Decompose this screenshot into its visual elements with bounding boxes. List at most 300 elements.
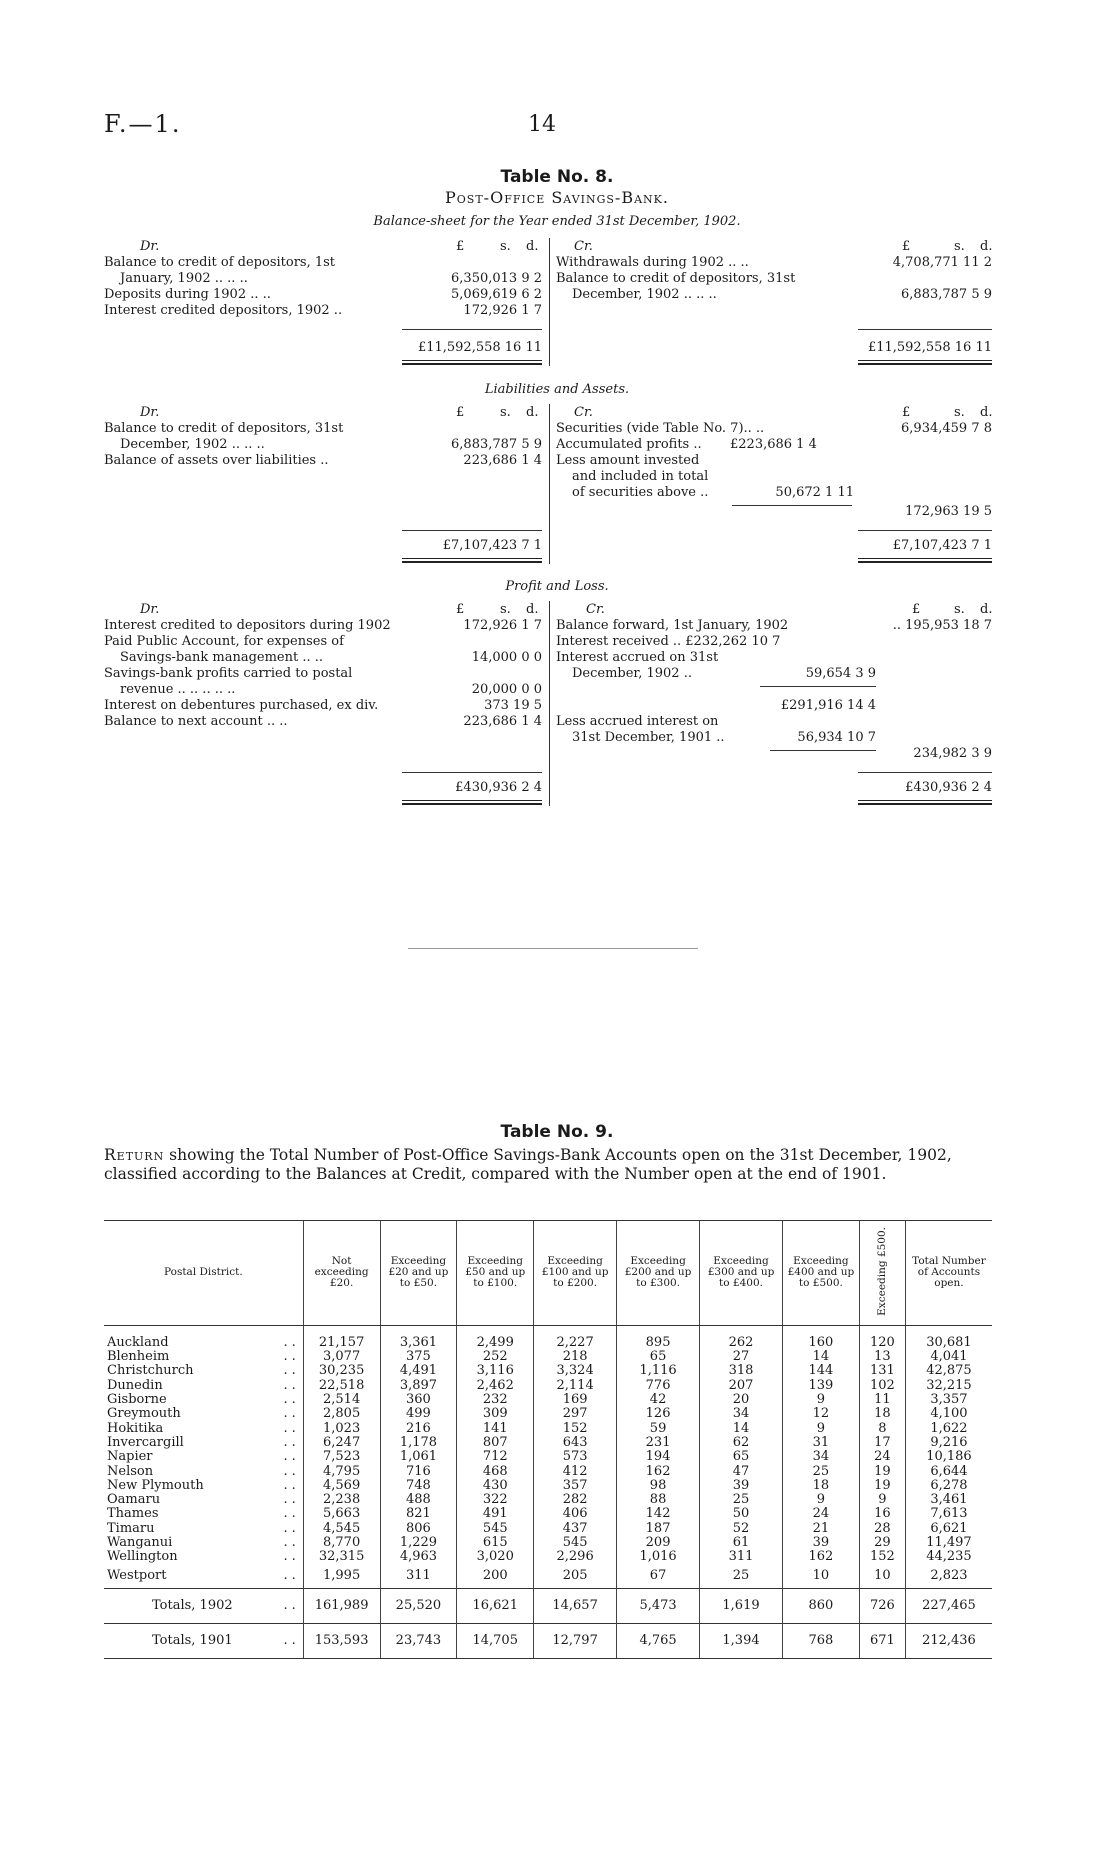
cell-value: 142 (617, 1507, 700, 1521)
col-100-200: Exceeding £100 and up to £200. (534, 1221, 617, 1326)
cell-value: 126 (617, 1407, 700, 1421)
table-row (104, 1379, 992, 1393)
cell-value: 488 (380, 1493, 457, 1507)
district-label: Gisborne (107, 1392, 167, 1408)
cr-amount: 172,963 19 5 (905, 504, 992, 519)
cell-value: 573 (534, 1450, 617, 1464)
cell-value: 102 (859, 1379, 905, 1393)
cr-entry: Securities (vide Table No. 7).. .. (556, 421, 765, 436)
cell-value: 25 (700, 1493, 783, 1507)
total-value: 23,743 (380, 1624, 457, 1659)
cell-value: 2,462 (457, 1379, 534, 1393)
cell-value: 24 (783, 1507, 860, 1521)
cr-label: Cr. (574, 239, 593, 254)
cell-value: 807 (457, 1436, 534, 1450)
district-name (104, 1379, 303, 1393)
cell-value: 32,215 (905, 1379, 992, 1393)
cell-value: 437 (534, 1522, 617, 1536)
cell-value: 406 (534, 1507, 617, 1521)
cell-value: 14 (783, 1350, 860, 1364)
cell-value: 19 (859, 1465, 905, 1479)
cell-value: 34 (700, 1407, 783, 1421)
dr-amount: 6,350,013 9 2 (451, 271, 542, 286)
cell-value: 162 (617, 1465, 700, 1479)
pence-heading: d. (980, 405, 993, 420)
cell-value: 9 (859, 1493, 905, 1507)
cell-value: 6,621 (905, 1522, 992, 1536)
dr-entry: January, 1902 .. .. .. (120, 271, 248, 286)
total-value: 726 (859, 1589, 905, 1624)
district-name (104, 1507, 303, 1521)
cell-value: 4,491 (380, 1364, 457, 1378)
district-label: Greymouth (107, 1406, 181, 1422)
cell-value: 282 (534, 1493, 617, 1507)
cell-value: 357 (534, 1479, 617, 1493)
cell-value: 7,523 (303, 1450, 380, 1464)
cell-value: 806 (380, 1522, 457, 1536)
cell-value: 216 (380, 1422, 457, 1436)
dr-entry: Paid Public Account, for expenses of (104, 634, 344, 649)
cell-value: 131 (859, 1364, 905, 1378)
total-double-rule (858, 800, 992, 805)
table-row (104, 1436, 992, 1450)
subtotal-rule (402, 772, 542, 773)
leader-dots: .. (283, 1420, 300, 1436)
leader-dots: .. (283, 1434, 300, 1450)
cell-value: 218 (534, 1350, 617, 1364)
leader-dots: .. (283, 1506, 300, 1522)
cr-label: Cr. (586, 602, 605, 617)
cell-value: 187 (617, 1522, 700, 1536)
cell-value: 712 (457, 1450, 534, 1464)
district-name (104, 1364, 303, 1378)
cell-value: 2,238 (303, 1493, 380, 1507)
cell-value: 52 (700, 1522, 783, 1536)
cell-value: 3,116 (457, 1364, 534, 1378)
liabilities-title: Liabilities and Assets. (484, 382, 630, 397)
cr-inner-amount: £223,686 1 4 (730, 437, 817, 452)
shilling-heading: s. (954, 405, 965, 420)
cell-value: 67 (617, 1565, 700, 1589)
profit-loss-title: Profit and Loss. (505, 579, 609, 594)
cell-value: 643 (534, 1436, 617, 1450)
totals-label-text: Totals, 1902 (152, 1597, 233, 1613)
col-exceeding-500 (859, 1221, 905, 1326)
district-name (104, 1407, 303, 1421)
subtotal-rule (858, 530, 992, 531)
table-row (104, 1364, 992, 1378)
cell-value: 31 (783, 1436, 860, 1450)
shilling-heading: s. (500, 405, 511, 420)
district-label: Napier (107, 1449, 153, 1465)
cell-value: 3,020 (457, 1550, 534, 1564)
dr-amount: 172,926 1 7 (463, 303, 542, 318)
col-300-400: Exceeding £300 and up to £400. (700, 1221, 783, 1326)
total-value: 14,705 (457, 1624, 534, 1659)
cell-value: 13 (859, 1350, 905, 1364)
cell-value: 162 (783, 1550, 860, 1564)
district-label: Nelson (107, 1463, 154, 1479)
cell-value: 152 (859, 1550, 905, 1564)
total-value: 153,593 (303, 1624, 380, 1659)
cell-value: 18 (783, 1479, 860, 1493)
cell-value: 821 (380, 1507, 457, 1521)
district-name (104, 1450, 303, 1464)
district-label: New Plymouth (107, 1477, 204, 1493)
cell-value: 12 (783, 1407, 860, 1421)
cr-amount: 4,708,771 11 2 (892, 255, 992, 270)
cell-value: 262 (700, 1325, 783, 1350)
dr-entry: Balance to credit of depositors, 31st (104, 421, 344, 436)
dr-entry: Interest on debentures purchased, ex div. (104, 698, 379, 713)
cell-value: 9 (783, 1493, 860, 1507)
table-row (104, 1450, 992, 1464)
inner-rule (760, 686, 876, 687)
cell-value: 19 (859, 1479, 905, 1493)
total-value: 1,394 (700, 1624, 783, 1659)
cr-entry: and included in total (572, 469, 709, 484)
cell-value: 6,278 (905, 1479, 992, 1493)
totals-row (104, 1589, 992, 1624)
cell-value: 1,178 (380, 1436, 457, 1450)
cell-value: 318 (700, 1364, 783, 1378)
dr-amount: 223,686 1 4 (463, 714, 542, 729)
cell-value: 231 (617, 1436, 700, 1450)
dr-amount: 14,000 0 0 (471, 650, 542, 665)
cr-entry: Less accrued interest on (556, 714, 719, 729)
total-value: 671 (859, 1624, 905, 1659)
pence-heading: d. (526, 602, 539, 617)
totals-label (104, 1624, 303, 1659)
subtotal-rule (858, 329, 992, 330)
district-name (104, 1565, 303, 1589)
pound-heading: £ (902, 239, 911, 254)
cell-value: 160 (783, 1325, 860, 1350)
total-value: 12,797 (534, 1624, 617, 1659)
total-value: 161,989 (303, 1589, 380, 1624)
cell-value: 3,324 (534, 1364, 617, 1378)
cell-value: 21 (783, 1522, 860, 1536)
cell-value: 491 (457, 1507, 534, 1521)
table-row (104, 1550, 992, 1564)
district-label: Wanganui (107, 1535, 173, 1551)
cr-inner-amount: £291,916 14 4 (780, 698, 876, 713)
cell-value: 139 (783, 1379, 860, 1393)
dr-amount: 223,686 1 4 (463, 453, 542, 468)
cell-value: 4,041 (905, 1350, 992, 1364)
table-row (104, 1565, 992, 1589)
cell-value: 6,644 (905, 1465, 992, 1479)
total-value: 860 (783, 1589, 860, 1624)
dr-entry: Deposits during 1902 .. .. (104, 287, 271, 302)
cell-value: 1,061 (380, 1450, 457, 1464)
pound-heading: £ (456, 405, 465, 420)
column-divider (549, 601, 550, 806)
cell-value: 59 (617, 1422, 700, 1436)
cell-value: 4,100 (905, 1407, 992, 1421)
cell-value: 2,805 (303, 1407, 380, 1421)
cr-entry: Less amount invested (556, 453, 700, 468)
cell-value: 309 (457, 1407, 534, 1421)
cell-value: 3,897 (380, 1379, 457, 1393)
cell-value: 3,461 (905, 1493, 992, 1507)
col-total: Total Number of Accounts open. (905, 1221, 992, 1326)
dr-label: Dr. (140, 405, 160, 420)
header-row (104, 1221, 992, 1326)
leader-dots: .. (283, 1449, 300, 1465)
dr-amount: 5,069,619 6 2 (451, 287, 542, 302)
totals-label (104, 1589, 303, 1624)
district-name (104, 1550, 303, 1564)
cr-amount: .. 195,953 18 7 (892, 618, 992, 633)
cell-value: 322 (457, 1493, 534, 1507)
table9-title: Table No. 9. (500, 1122, 614, 1142)
district-name (104, 1465, 303, 1479)
cell-value: 25 (783, 1465, 860, 1479)
cell-value: 2,823 (905, 1565, 992, 1589)
cell-value: 27 (700, 1350, 783, 1364)
cell-value: 209 (617, 1536, 700, 1550)
cr-total: £430,936 2 4 (905, 780, 992, 795)
column-divider (549, 238, 550, 366)
dr-entry: Balance of assets over liabilities .. (104, 453, 329, 468)
total-double-rule (402, 800, 542, 805)
cell-value: 42,875 (905, 1364, 992, 1378)
leader-dots: .. (283, 1334, 300, 1350)
cell-value: 22,518 (303, 1379, 380, 1393)
cell-value: 2,514 (303, 1393, 380, 1407)
col-20-50: Exceeding £20 and up to £50. (380, 1221, 457, 1326)
cell-value: 4,963 (380, 1550, 457, 1564)
cr-inner-amount: 56,934 10 7 (797, 730, 876, 745)
column-divider (549, 404, 550, 564)
district-label: Wellington (107, 1549, 178, 1565)
district-label: Timaru (107, 1520, 155, 1536)
pound-heading: £ (912, 602, 921, 617)
table-row (104, 1350, 992, 1364)
cr-total: £7,107,423 7 1 (892, 538, 992, 553)
dr-entry: Savings-bank profits carried to postal (104, 666, 353, 681)
cell-value: 3,361 (380, 1325, 457, 1350)
cr-amount: 6,883,787 5 9 (901, 287, 992, 302)
leader-dots: .. (283, 1492, 300, 1508)
table-row (104, 1393, 992, 1407)
cell-value: 65 (700, 1450, 783, 1464)
district-name (104, 1479, 303, 1493)
shilling-heading: s. (954, 239, 965, 254)
cell-value: 311 (700, 1550, 783, 1564)
table-row (104, 1325, 992, 1350)
leader-dots: .. (283, 1549, 300, 1565)
cell-value: 11,497 (905, 1536, 992, 1550)
col-400-500: Exceeding £400 and up to £500. (783, 1221, 860, 1326)
cell-value: 10 (783, 1565, 860, 1589)
cell-value: 7,613 (905, 1507, 992, 1521)
cell-value: 39 (700, 1479, 783, 1493)
cr-inner-amount: 50,672 1 11 (775, 485, 854, 500)
cell-value: 8,770 (303, 1536, 380, 1550)
district-name (104, 1393, 303, 1407)
col-exceeding-500-label: Exceeding £500. (875, 1227, 888, 1316)
total-value: 768 (783, 1624, 860, 1659)
cr-entry: Interest received .. £232,262 10 7 (556, 634, 781, 649)
cr-inner-amount: 59,654 3 9 (805, 666, 876, 681)
cell-value: 412 (534, 1465, 617, 1479)
section-separator (408, 948, 698, 949)
document-code: F.—1. (104, 110, 182, 138)
dr-entry: Interest credited depositors, 1902 .. (104, 303, 343, 318)
cell-value: 252 (457, 1350, 534, 1364)
cell-value: 21,157 (303, 1325, 380, 1350)
subtotal-rule (402, 329, 542, 330)
cell-value: 3,077 (303, 1350, 380, 1364)
district-label: Hokitika (107, 1420, 164, 1436)
cr-entry: Balance forward, 1st January, 1902 (556, 618, 789, 633)
pound-heading: £ (456, 239, 465, 254)
dr-total: £11,592,558 16 11 (417, 340, 542, 355)
cell-value: 29 (859, 1536, 905, 1550)
cell-value: 10,186 (905, 1450, 992, 1464)
district-name (104, 1350, 303, 1364)
col-postal-district: Postal District. (104, 1221, 303, 1326)
cell-value: 4,569 (303, 1479, 380, 1493)
leader-dots: .. (283, 1568, 300, 1584)
total-value: 227,465 (905, 1589, 992, 1624)
col-not-exceeding-20: Not exceeding £20. (303, 1221, 380, 1326)
cell-value: 44,235 (905, 1550, 992, 1564)
cell-value: 144 (783, 1364, 860, 1378)
totals-label-text: Totals, 1901 (152, 1632, 233, 1648)
table-row (104, 1465, 992, 1479)
total-value: 4,765 (617, 1624, 700, 1659)
cell-value: 2,227 (534, 1325, 617, 1350)
cell-value: 499 (380, 1407, 457, 1421)
district-name (104, 1493, 303, 1507)
table-row (104, 1522, 992, 1536)
cell-value: 468 (457, 1465, 534, 1479)
leader-dots: .. (283, 1392, 300, 1408)
cell-value: 748 (380, 1479, 457, 1493)
cr-entry: of securities above .. (572, 485, 709, 500)
pence-heading: d. (980, 239, 993, 254)
cell-value: 65 (617, 1350, 700, 1364)
cell-value: 545 (457, 1522, 534, 1536)
cell-value: 28 (859, 1522, 905, 1536)
cell-value: 9 (783, 1422, 860, 1436)
table-row (104, 1493, 992, 1507)
cell-value: 716 (380, 1465, 457, 1479)
leader-dots: .. (283, 1463, 300, 1479)
cell-value: 1,023 (303, 1422, 380, 1436)
pound-heading: £ (902, 405, 911, 420)
cell-value: 42 (617, 1393, 700, 1407)
total-value: 212,436 (905, 1624, 992, 1659)
cell-value: 430 (457, 1479, 534, 1493)
shilling-heading: s. (500, 239, 511, 254)
subtotal-rule (402, 530, 542, 531)
dr-total: £7,107,423 7 1 (442, 538, 542, 553)
pence-heading: d. (980, 602, 993, 617)
cell-value: 50 (700, 1507, 783, 1521)
cell-value: 24 (859, 1450, 905, 1464)
cell-value: 776 (617, 1379, 700, 1393)
cell-value: 232 (457, 1393, 534, 1407)
leader-dots: .. (283, 1406, 300, 1422)
cell-value: 18 (859, 1407, 905, 1421)
leader-dots: .. (283, 1477, 300, 1493)
table-row (104, 1479, 992, 1493)
total-double-rule (402, 558, 542, 563)
cell-value: 3,357 (905, 1393, 992, 1407)
leader-dots: .. (283, 1363, 300, 1379)
cell-value: 360 (380, 1393, 457, 1407)
cell-value: 30,681 (905, 1325, 992, 1350)
district-label: Christchurch (107, 1363, 194, 1379)
cr-entry: 31st December, 1901 .. (572, 730, 725, 745)
cell-value: 297 (534, 1407, 617, 1421)
dr-total: £430,936 2 4 (455, 780, 542, 795)
district-name (104, 1325, 303, 1350)
cr-entry: Withdrawals during 1902 .. .. (556, 255, 749, 270)
cell-value: 4,545 (303, 1522, 380, 1536)
subtotal-rule (858, 772, 992, 773)
table9-description (104, 1146, 992, 1184)
pence-heading: d. (526, 405, 539, 420)
total-value: 5,473 (617, 1589, 700, 1624)
cell-value: 47 (700, 1465, 783, 1479)
table8-subtitle: Post-Office Savings-Bank. (445, 188, 669, 207)
dr-entry: Savings-bank management .. .. (120, 650, 323, 665)
page-number: 14 (528, 112, 556, 137)
cr-entry: Balance to credit of depositors, 31st (556, 271, 796, 286)
dr-entry: Balance to credit of depositors, 1st (104, 255, 336, 270)
cell-value: 16 (859, 1507, 905, 1521)
total-double-rule (402, 360, 542, 365)
cr-total: £11,592,558 16 11 (867, 340, 992, 355)
district-label: Invercargill (107, 1434, 184, 1450)
cell-value: 8 (859, 1422, 905, 1436)
cell-value: 11 (859, 1393, 905, 1407)
cell-value: 545 (534, 1536, 617, 1550)
district-label: Oamaru (107, 1492, 161, 1508)
district-name (104, 1422, 303, 1436)
table-row (104, 1407, 992, 1421)
dr-amount: 172,926 1 7 (463, 618, 542, 633)
cell-value: 200 (457, 1565, 534, 1589)
cr-amount: 6,934,459 7 8 (901, 421, 992, 436)
cr-amount: 234,982 3 9 (913, 746, 992, 761)
dr-entry: December, 1902 .. .. .. (120, 437, 265, 452)
leader-dots: .. (283, 1597, 300, 1613)
accounts-table (104, 1220, 992, 1659)
cell-value: 169 (534, 1393, 617, 1407)
shilling-heading: s. (500, 602, 511, 617)
cell-value: 9,216 (905, 1436, 992, 1450)
cell-value: 4,795 (303, 1465, 380, 1479)
dr-amount: 373 19 5 (484, 698, 542, 713)
cell-value: 39 (783, 1536, 860, 1550)
totals-row (104, 1624, 992, 1659)
return-lead: Return (104, 1146, 165, 1164)
table-row (104, 1536, 992, 1550)
cell-value: 88 (617, 1493, 700, 1507)
cell-value: 62 (700, 1436, 783, 1450)
cr-label: Cr. (574, 405, 593, 420)
cell-value: 311 (380, 1565, 457, 1589)
inner-rule (732, 505, 852, 506)
cell-value: 10 (859, 1565, 905, 1589)
dr-amount: 20,000 0 0 (471, 682, 542, 697)
